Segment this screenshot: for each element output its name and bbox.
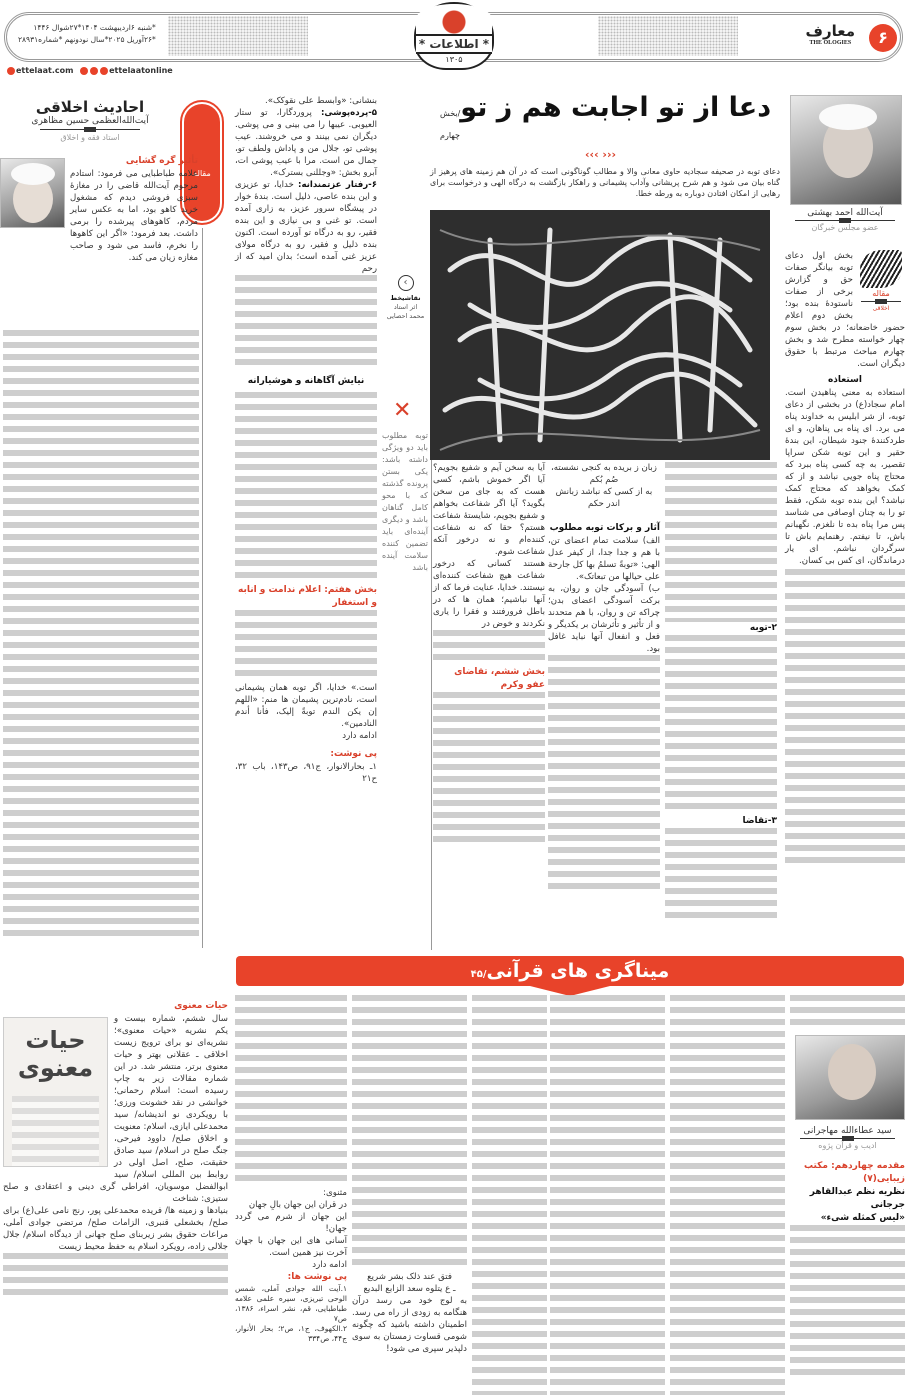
article-body-col: زبان ز بریده به کنجی نشسته، صُم بُکم به از کسی که نباشد زبانش اندر حکم آثار و برکات توبه مطلوب الف) سلامت تمام اعضای تن، با هم و جدا جدا، از کیفر عدل الهی: «توبةً تسلمُ بها کل جارحة علی حیالها من تبعاتک». ب) آسودگی جان و روان، به برکت آسودگی اعضای بدن؛ چراکه تن و روان، با هم متحدند و از تأثیر و تأثرشان بر یکدیگر و فعل و انفعال آنها نباید غافل بود. [548, 462, 660, 895]
article-body-col: فتق عند ذلک بشر شریع ـ ع یتلوه سعد الزابع البدیع به لوج خود می رسد درآن هنگامه به زودی از راه می رسد. اطمینان داشته باشید که چگونه شومی قساوت زمستان به سوی دلپذیر سپری می شود! [352, 995, 467, 1355]
social-handle[interactable]: ettelaatonline [109, 66, 173, 75]
logo-year: ۱۳۰۵ [445, 55, 463, 64]
logo-emblem-icon [416, 4, 492, 34]
telegram-icon [80, 67, 88, 75]
ornament-arrows-icon: ‹‹‹ ››› [585, 148, 617, 161]
column-divider [202, 228, 203, 948]
article-body-col: مقاله اخلاقی بخش اول دعای توبه بیانگر صفات حق و گزارش برخی از صفات ناستودهٔ بنده بود؛ بخش دوم اعلام حضور خاضعانه؛ در بخش سوم چهار خواسته مطرح شد و بخش چهارم مباحث مرتبط با حقوق دیگران است. استعاذه استعاذه به معنی پناهیدن است. امام سجاد(ع) در بخشی از دعای توبه، از شر ابلیس به خداوند پناه می برد. ای پناه بی پناهان، و ای طردکنندهٔ جنود شیطان، این بندهٔ حقیر و این توبه شکن سراپا تقصیر، به چه کسی پناه ببرد که محتاج پناه جویی نباشد و از که کمک بخواهد که محتاج کمک نباشد؟ این بنده توبه شکن، فقط تو را به چنان اوصافی می شناسد پس مرا پناه بده تا نلغزم. نگهبانم باش، تا نیفتم. رهنمایم باش تا سرگردان نباشم. ای یار درماندگان، ای کس بی کسان. [785, 250, 905, 869]
column-divider [431, 460, 432, 950]
left-article-body: تأثیر گره گشایی علامه طباطبایی می فرمود: استادم مرحوم آیت‌الله قاضی را در مغازهٔ سبزی فروشی دیدم که مشغول خرید کاهو بود، اما به عکس سایر مردم، کاهوهای پیرشده را برمی داشت. بعد فرمود: «اگر این کاهوها را نخرم، فاسد می شود و صاحب مغازه زیان می کند. [70, 156, 198, 263]
feather-icon [860, 250, 902, 288]
calligraphy-artwork [430, 210, 770, 460]
side-quote: توبه مطلوب باید دو ویژگی داشته باشد: یکی بستن پرونده گذشته که با محو کامل گناهان باشد و دیگری آینده‌ای باید تضمین کننده سلامت آینده باشد [382, 431, 428, 572]
author-photo [0, 158, 65, 228]
page-title: دعا از تو اجابت هم ز تو [460, 92, 772, 123]
article-tag: مقاله اخلاقی [857, 250, 905, 313]
article-body-col [550, 995, 665, 1395]
article-body-col: مثنوی: در قران این جهان بالِ جهان این جهان از شرم می گردد جهان! آسانی های این جهان با جهان آخرت نیز همین است. ادامه دارد پی نوشت ها: ۱.آیت الله جوادی آملی، شمس الوحی تبریزی، سیره علمی علامه طباطبایی، قم، نشر اسراء، ۱۳۸۶، ص۷ ۲.الکهوف، ج۱، ص۲؛ بحار الأنوار، ج۴۴، ص۳۳۴ [235, 995, 347, 1344]
magazine-news: حیات معنوی حیات معنوی سال ششم، شماره بیست و یکم نشریه «حیات معنوی»؛ نشریه‌ای نو برای ترویج زیست اخلاقی ـ عقلانی بهتر و حیات معنوی برتر، منتشر شد. در این شماره مقالات زیر به چاپ رسیده است: اسلام رحمانی؛ خوانشی در نقد خشونت ورزی؛ با رویکردی نو اندیشانه/ سید محمدعلی ایازی، اسلام: معنویت و اخلاق صلح/ داوود فیرحی، جنگ صلح در اسلام/ سید صادق حقیقت، صلح، اصل اولی در روابط بین المللی اسلام/ سید ابوالفضل موسویان، افراطی گری دینی و اعتقادی و صلح ستیزی: شناخت بنیادها و زمینه ها/ فریده محمدعلی پور، رنج نامی علی(ع) برای صلح/ بخشعلی قنبری، الزامات صلح/ مرتضی جوادی آملی، مراعات حقوق بشر زیربنای صلح جهانی از دیدگاه اسلام/ جلال جلالی زاده، رویکرد اسلام به حفظ محیط زیست [3, 1000, 228, 1301]
section-banner: میناگری های قرآنی/۴۵ [236, 956, 904, 986]
article-lead: دعای توبه در صحیفه سجادیه حاوی معانی والا و مطالب گوناگونی است که در آن هم زمینه های پرهیز از گناه بیان می شود و هم شرح پریشانی وآداب پشیمانی و راهکار بازگشت به درگاه الهی و درخواست برای رهایی از امکان افتادن دوباره به ورطه خطا. [430, 167, 780, 198]
newspaper-logo[interactable] [414, 2, 494, 70]
web-icon [7, 67, 15, 75]
crossed-pens-icon: ✕ [393, 398, 412, 423]
left-article-header: احادیث اخلاقی آیت‌الله‌العظمی حسین مظاهری استاد فقه و اخلاق [10, 98, 170, 142]
magazine-cover: حیات معنوی [3, 1017, 108, 1167]
article-body-col [790, 995, 905, 1031]
part-label: /بخش چهارم [440, 109, 461, 140]
article-body-col [472, 995, 547, 1395]
artwork-credit: › نقاشیخط اثر استاد محمد احصایی [386, 277, 425, 320]
headline-block [440, 92, 780, 142]
author-box: آیت‌الله احمد بهشتی عضو مجلس خبرگان [785, 208, 905, 232]
section-title: معارف THE OLOGIES [805, 22, 855, 46]
twitter-icon [90, 67, 98, 75]
web-links[interactable] [6, 66, 173, 75]
article-intro: بخش اول دعای توبه بیانگر صفات حق و گزارش برخی از صفات ناستودهٔ بنده بود؛ بخش دوم اعلام حضور خاضعانه؛ در بخش سوم چهار خواسته مطرح شد و بخش چهارم مباحث مرتبط با حقوق دیگران است. [785, 251, 905, 369]
left-article-title: احادیث اخلاقی [35, 98, 145, 116]
page-number: ۶ [869, 24, 897, 52]
masthead-pattern [598, 16, 738, 56]
left-article-text [3, 330, 199, 942]
logo-name: * اطلاعات * [416, 34, 492, 54]
issue-date: *شنبه ۶اردیبهشت ۱۴۰۴*۲۷شوال ۱۴۴۶ *۲۶آوریل ۲۰۲۵*سال نودونهم *شماره۲۸۹۳۱ [18, 23, 156, 44]
article-body-col: بنشانی: «وابسط علی نقوکک». ۵-پرده‌پوشی: پروردگارا، تو ستار العیوبی. عیبها را می بینی و می پوشی. دیگران نمی بینند و می خروشند. عیب پوشی تو، جلال من و پاداش ولطف تو، جمال من است. مرا با عیب پوشی ات، آبرو بخش: «وجللنی بسترک». ۶-رفتار عزتمندانه: خدایا، تو عزیزی و این بنده عاصی، ذلیل است. بندهٔ خوار در پیشگاه سرور عزیز، به زاری آمده است. تو غنی و بی نیازی و این بنده فقیر، رو به درگاه تو آورده است. اکنون بنده ذلیل و فقیر، رو به درگاه مولای عزیز غنی آمده است؛ بدان امید که از رحم نیایش آگاهانه و هوشیارانه بخش هفتم: اعلام ندامت و انابه و استغفار است.» خدایا، اگر توبه همان پشیمانی است، نادم‌ترین پشیمان ها منم: «اللهم إن یکن الندم توبةً إلیک، فأنا أندم النادمین». ادامه دارد پی نوشت: ۱ـ بحارالانوار، ج۹۱، ص۱۴۳، باب ۳۲، ح۲۱ [235, 96, 378, 784]
instagram-icon [100, 67, 108, 75]
article-body-col: ۲-توبه ۳-تقاضا [665, 462, 777, 924]
chevron-icon: › [398, 275, 414, 291]
author-box: سید عطاءالله مهاجرانی ادیب و قرآن پژوه مقدمه چهاردهم: مکتب زیبایی(۷) نظریه نظم عبدالقاهر جرجانی «لیس کمثله شیء» [790, 1126, 905, 1375]
masthead-pattern [168, 16, 308, 56]
article-tag-badge: مقاله [180, 100, 224, 225]
article-body-col: آیا به سخن آیم و شفیع بجویم؟ آیا اگر خموش باشم، کسی هست که به جای من سخن بگوید؟ آیا اگر شفاعت بخواهم و شفیع بجویم، شایستهٔ شفاعت هستم؟ حقا که نه شفاعت کننده‌ام و نه درخور آنکه شفاعت شوم. هستند کسانی که درخور شفاعت هیچ شفاعت کننده‌ای نیستند. خدایا، عنایت فرما که از آنها نباشیم؛ همان ها که در باطل فرورفتند و فقرا را یاری نکردند و خوض در بخش ششم، تقاضای عفو وکرم [433, 462, 545, 842]
author-photo [795, 1035, 905, 1120]
article-body-col [670, 995, 785, 1395]
author-photo [790, 95, 902, 205]
website-link[interactable]: ettelaat.com [16, 66, 74, 75]
